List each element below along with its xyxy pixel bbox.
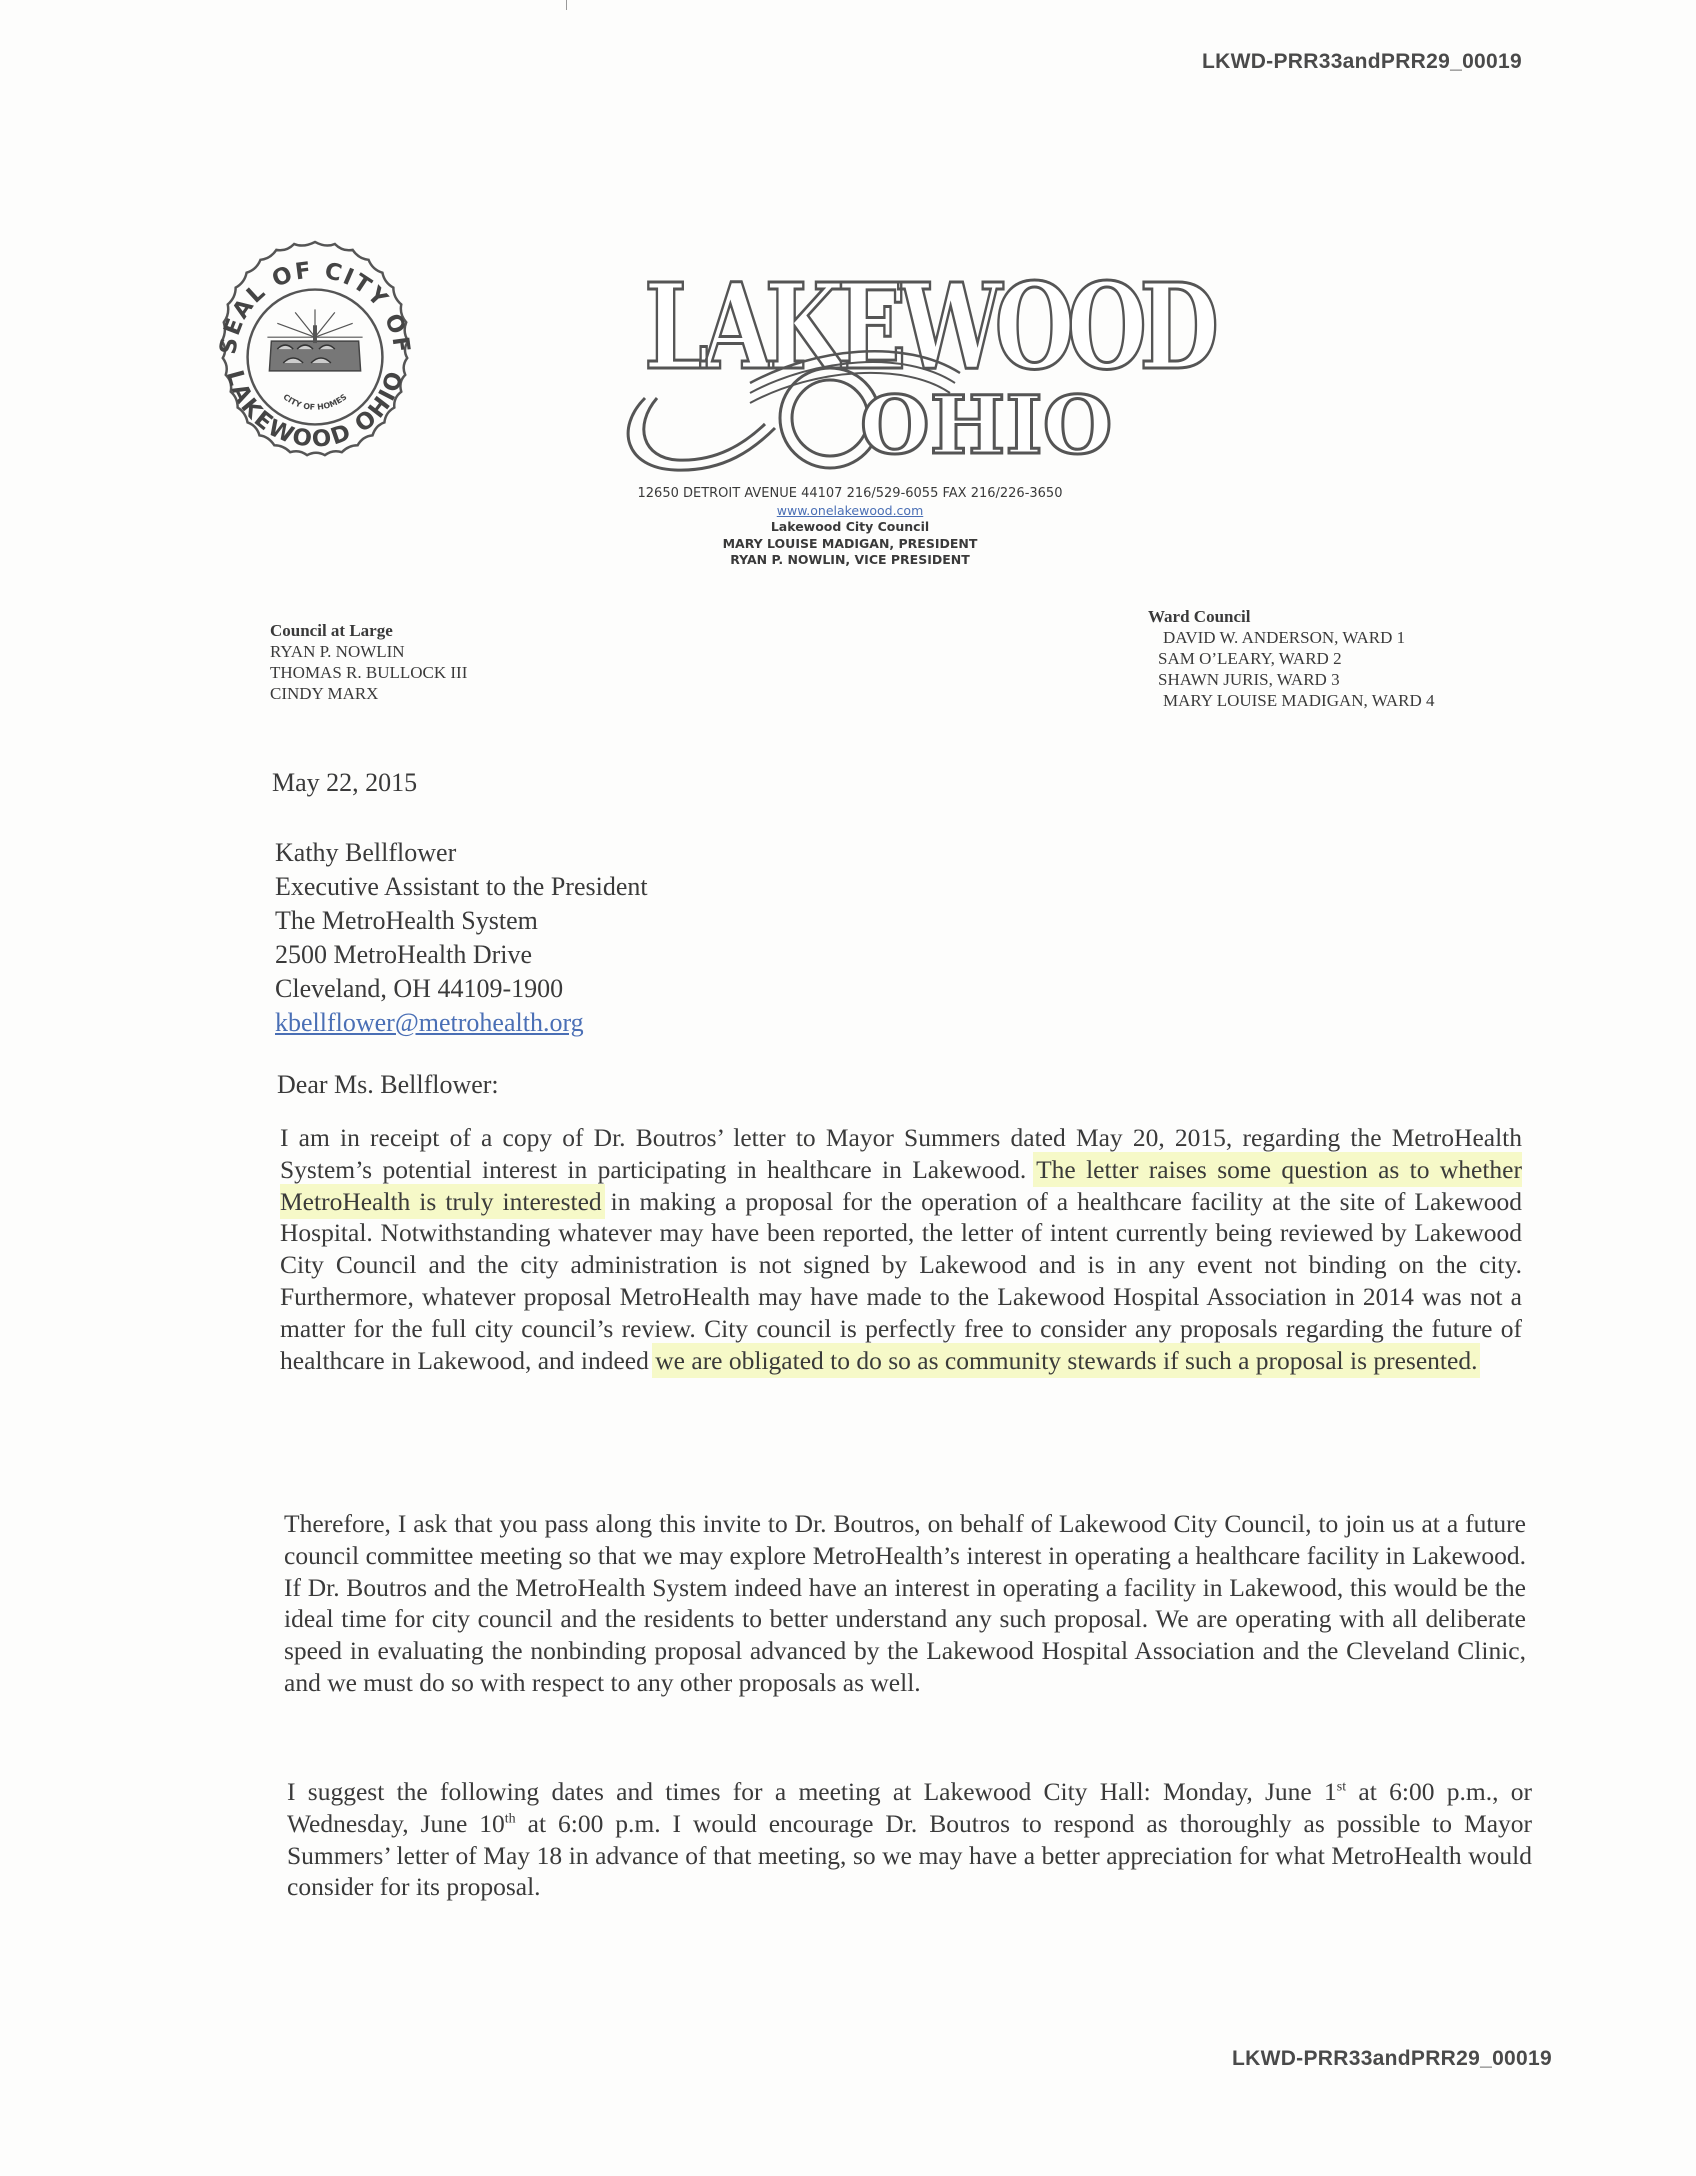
letterhead [560,486,1140,569]
paragraph-text: at 6:00 p.m., or Wednesday, June 10 [287,1777,1532,1838]
body-paragraph-2: Therefore, I ask that you pass along this invite to Dr. Boutros, on behalf of Lakewood City Council, to join us at a future council committee meeting so that we may explore MetroHealth’s interest in operating a healthcare facility in Lakewood. If Dr. Boutros and the MetroHealth System indeed have an interest in operating a facility in Lakewood, this would be the ideal time for city council and the residents to better understand any such proposal. We are operating with all deliberate speed in evaluating the nonbinding proposal advanced by the Lakewood Hospital Association and the Cleveland Clinic, and we must do so with respect to any other proposals as well. [284,1509,1526,1697]
seal-inner-text: CITY OF HOMES [281,392,349,412]
salutation: Dear Ms. Bellflower: [277,1070,499,1099]
lakewood-ohio-logo-icon [605,238,1212,478]
bates-number-top: LKWD-PRR33andPRR29_00019 [1202,50,1522,73]
recipient-title: Executive Assistant to the President [275,872,648,901]
paragraph-text: in making a proposal for the operation of a healthcare facility at the site of Lakewood Hospital. Notwithstanding whatever may have been reported, the letter of intent currently being reviewed by Lakewood City Council and the city administration is not signed by Lakewood and is in any event not binding on the city. Furthermore, whatever proposal MetroHealth may have made to the Lakewood Hospital Association in 2014 was not a matter for the full city council’s review. City council is perfectly free to consider any proposals regarding the future of healthcare in Lakewood, and indeed [280,1186,1522,1375]
recipient-street: 2500 MetroHealth Drive [275,940,533,969]
council-member: CINDY MARX [270,684,379,703]
bates-number-bottom: LKWD-PRR33andPRR29_00019 [1232,2047,1552,2070]
council-member: RYAN P. NOWLIN [270,642,405,661]
scan-artifact [566,0,567,10]
ward-council-heading: Ward Council [1148,607,1251,626]
recipient-org: The MetroHealth System [275,906,538,935]
council-at-large-block [270,620,467,704]
ward-member: MARY LOUISE MADIGAN, WARD 4 [1163,691,1435,710]
svg-text:CITY OF HOMES [281,392,348,412]
letterhead-address: 12650 DETROIT AVENUE 44107 216/529-6055 FAX 216/226-3650 [637,486,1063,501]
ward-council-block [1148,606,1435,711]
ward-member: DAVID W. ANDERSON, WARD 1 [1163,628,1406,647]
letterhead-vice-president: RYAN P. NOWLIN, VICE PRESIDENT [730,552,970,567]
letterhead-website-link[interactable]: www.onelakewood.com [776,502,924,518]
logo-ohio-text: OHIO [860,378,1113,472]
logo-lakewood-text: LAKEWOOD [644,257,1212,396]
paragraph-text: I am in receipt of a copy of Dr. Boutros’ letter to Mayor Summers dated May 20, 2015, regarding the MetroHealth System’s potential interest in participating in healthcare in Lakewood. [280,1123,1522,1184]
ordinal-suffix: st [1336,1779,1347,1795]
recipient-name: Kathy Bellflower [275,838,457,867]
seal-text-bottom: LAKEWOOD OHIO [220,366,410,453]
paragraph-text: I suggest the following dates and times for a meeting at Lakewood City Hall: Monday, June 1 [287,1777,1337,1806]
seal-text-top: SEAL OF CITY OF [215,257,415,356]
recipient-email-link[interactable]: kbellflower@metrohealth.org [275,1008,584,1037]
council-at-large-heading: Council at Large [270,621,393,640]
body-paragraph-1 [280,1122,1522,1376]
council-member: THOMAS R. BULLOCK III [270,663,468,682]
ordinal-suffix: th [504,1811,516,1827]
letterhead-president: MARY LOUISE MADIGAN, PRESIDENT [722,535,978,551]
ward-member: SAM O’LEARY, WARD 2 [1158,649,1342,668]
city-seal-icon [196,238,434,476]
letter-date: May 22, 2015 [272,768,418,797]
body-paragraph-3 [287,1776,1532,1903]
letterhead-org: Lakewood City Council [770,519,930,534]
highlighted-text: we are obligated to do so as community stewards if such a proposal is presented. [655,1345,1478,1375]
recipient-address-block [275,836,648,1040]
highlighted-text: The letter raises some question as to whether MetroHealth is truly interested [280,1154,1522,1216]
ward-member: SHAWN JURIS, WARD 3 [1158,670,1340,689]
recipient-city: Cleveland, OH 44109-1900 [275,974,564,1003]
paragraph-text: at 6:00 p.m. I would encourage Dr. Boutros to respond as thoroughly as possible to Mayor Summers’ letter of May 18 in advance of that meeting, so we may have a better appreciation for what MetroHealth would consider for its proposal. [287,1808,1532,1902]
